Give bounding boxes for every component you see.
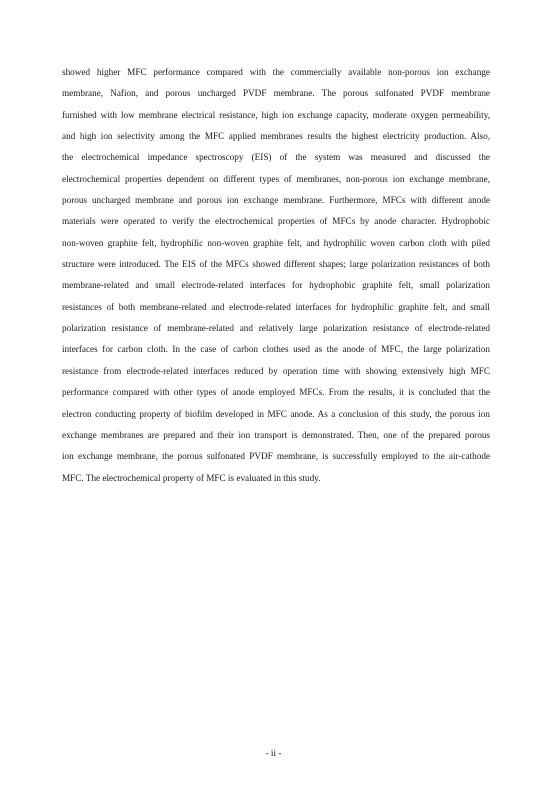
- text-line: non-woven graphite felt, hydrophilic non-woven graphite felt, and hydrophilic woven carbon cloth with piled: [62, 237, 490, 248]
- text-line: materials were operated to verify the electrochemical properties of MFCs by anode character. Hydrophobic: [62, 216, 490, 227]
- text-line: showed higher MFC performance compared with the commercially available non-porous ion exchange: [62, 67, 490, 77]
- text-line: resistance from electrode-related interfaces reduced by operation time with showing extensively high MFC: [62, 365, 490, 376]
- text-line: porous uncharged membrane and porous ion exchange membrane. Furthermore, MFCs with different anode: [62, 195, 490, 206]
- text-line: membrane, Nafion, and porous uncharged PVDF membrane. The porous sulfonated PVDF membrane: [62, 88, 490, 99]
- page-number: - ii -: [265, 748, 282, 758]
- text-line: electrochemical properties dependent on different types of membranes, non-porous ion exchange membrane,: [62, 173, 490, 184]
- text-line: ion exchange membrane, the porous sulfonated PVDF membrane, is successfully employed to the air-cathode: [62, 451, 490, 462]
- text-line: structure were introduced. The EIS of the MFCs showed different shapes; large polarization resistances of both: [62, 259, 490, 270]
- text-line: furnished with low membrane electrical resistance, high ion exchange capacity, moderate oxygen permeability,: [62, 109, 490, 120]
- text-line: membrane-related and small electrode-related interfaces for hydrophobic graphite felt, small polarization: [62, 280, 490, 291]
- text-line: interfaces for carbon cloth. In the case of carbon clothes used as the anode of MFC, the large polarization: [62, 344, 490, 355]
- text-line: exchange membranes are prepared and their ion transport is demonstrated. Then, one of the prepared porous: [62, 429, 490, 440]
- text-line: the electrochemical impedance spectroscopy (EIS) of the system was measured and discussed the: [62, 152, 490, 163]
- text-line: performance compared with other types of anode employed MFCs. From the results, it is concluded that the: [62, 387, 490, 398]
- text-line: and high ion selectivity among the MFC applied membranes results the highest electricity production. Also,: [62, 131, 490, 142]
- body-paragraph: [62, 62, 490, 489]
- text-line: MFC. The electrochemical property of MFC is evaluated in this study.: [62, 472, 321, 483]
- text-line: polarization resistance of membrane-related and relatively large polarization resistance of electrode-related: [62, 323, 490, 334]
- text-line: electron conducting property of biofilm developed in MFC anode. As a conclusion of this study, the porous ion: [62, 408, 490, 419]
- text-line: resistances of both membrane-related and electrode-related interfaces for hydrophilic graphite felt, and small: [62, 301, 490, 312]
